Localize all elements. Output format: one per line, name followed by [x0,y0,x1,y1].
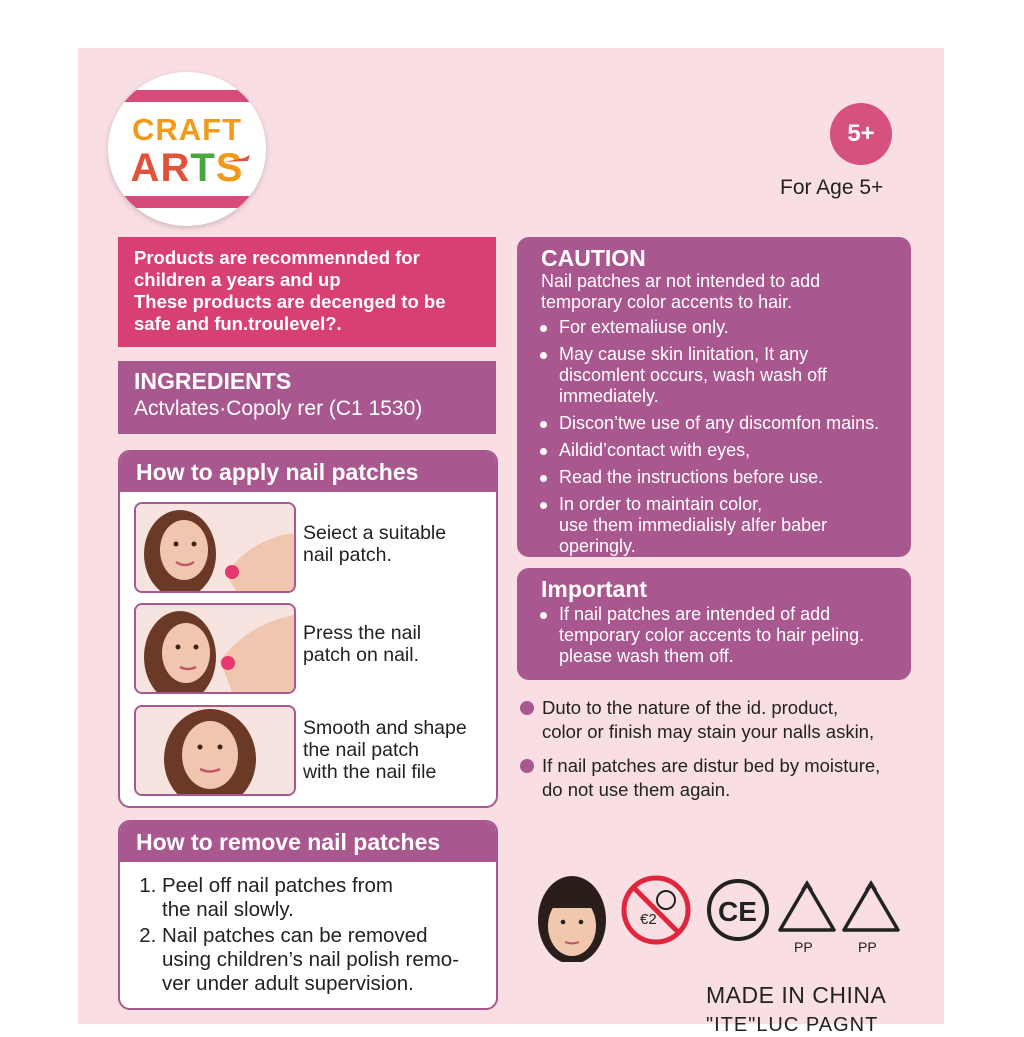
paintbrush-icon [222,152,252,168]
list-line: immediately. [559,386,659,406]
step-1-text [303,522,493,566]
recommendation-line: safe and fun.troulevel?. [134,313,342,334]
made-in-label: MADE IN CHINA [706,982,887,1008]
safety-symbols-row [538,872,918,962]
step-line: Smooth and shape [303,717,467,739]
caution-box [517,237,911,557]
list-line: For extemaliuse only. [559,317,729,337]
caution-heading: CAUTION [541,245,646,271]
step-line: Seiect a suitable [303,522,447,544]
caution-intro [541,271,887,313]
list-item [541,467,887,488]
important-box [517,568,911,680]
recommendation-line: These products are decenged to be [134,291,446,312]
remove-heading: How to remove nail patches [120,822,496,862]
list-line: In order to maintain color, [559,494,763,514]
age-badge: 5+ [830,103,892,165]
logo-top-bar [108,90,266,102]
age-label: For Age 5+ [780,176,884,199]
important-line: please wash them off. [559,646,734,666]
list-item [162,924,496,996]
list-line: 2. Nail patches can be removed [162,924,428,947]
list-line: 1. Peel off nail patches from [162,874,393,897]
no-small-parts-icon [620,874,692,946]
step-line: with the nail file [303,761,437,783]
list-line: May cause skin linitation, It any [559,344,809,364]
remove-instructions-card [118,820,498,1010]
important-text [541,604,887,667]
list-line: Read the instructions before use. [559,467,824,487]
caution-intro-line: Nail patches ar not intended to add [541,271,821,291]
list-line: use them immedialisly alfer baber operingly. [559,515,828,556]
note-line: color or finish may stain your nalls askin, [542,721,875,742]
step-3-text [303,717,493,783]
ingredients-heading: INGREDIENTS [134,368,292,394]
important-heading: Important [541,576,648,602]
remove-steps-list [120,874,496,996]
step-3-photo [134,705,296,796]
ce-mark-icon [706,878,770,942]
list-line: the nail slowly. [162,898,294,921]
step-2-text [303,622,493,666]
caution-intro-line: temporary color accents to hair. [541,292,793,312]
note-line: If nail patches are distur bed by moisture, [542,755,881,776]
logo-letter: R [160,146,191,190]
recommendation-line: children a years and up [134,269,341,290]
ingredients-value: Actvlates·Copoly rer (C1 1530) [134,397,423,420]
list-item [541,413,887,434]
list-item [541,440,887,461]
note-item [520,696,920,744]
list-item [541,317,887,338]
ce-mark-text: CE [718,896,757,927]
list-line: Discon’twe use of any discomfon mains. [559,413,880,433]
step-line: nail patch. [303,544,392,566]
note-item [520,754,920,802]
list-item [162,874,496,922]
important-line: temporary color accents to hair peling. [559,625,865,645]
child-face-icon [538,874,606,962]
logo-letter: A [130,146,161,190]
girl-face-illustration [136,504,294,591]
list-line: using children’s nail polish remo- [162,948,460,971]
recommendation-line: Products are recommennded for [134,247,420,268]
notes-list [520,696,920,812]
note-line: Duto to the nature of the id. product, [542,697,839,718]
logo-word-craft: CRAFT [131,112,243,147]
apply-heading: How to apply nail patches [120,452,496,492]
list-line: ver under adult supervision. [162,972,414,995]
logo-letter: S [215,146,244,190]
craft-arts-logo [108,72,266,226]
logo-bottom-bar [108,196,266,208]
recycle-code: PP [794,939,813,955]
list-line: discomlent occurs, wash wash off [559,365,827,385]
age-warning-text: €2 [640,911,657,928]
list-line: Aildid’contact with eyes, [559,440,751,460]
footer-code: "ITE"LUC PAGNT [706,1014,879,1036]
note-line: do not use them again. [542,779,731,800]
ingredients-box [118,361,496,434]
girl-face-illustration [136,605,294,692]
caution-list [541,317,887,557]
recycle-pp-icon [776,880,838,956]
step-line: Press the nail [303,622,422,644]
girl-face-illustration [136,707,294,794]
step-line: the nail patch [303,739,420,761]
step-2-photo [134,603,296,694]
recycle-pp-icon [840,880,902,956]
recommendation-box [118,237,496,347]
recycle-code: PP [858,939,877,955]
list-item [541,344,887,407]
list-item [541,494,887,557]
logo-letter: T [190,146,216,190]
step-line: patch on nail. [303,644,420,666]
important-line: If nail patches are intended of add [559,604,831,624]
apply-instructions-card [118,450,498,808]
step-1-photo [134,502,296,593]
